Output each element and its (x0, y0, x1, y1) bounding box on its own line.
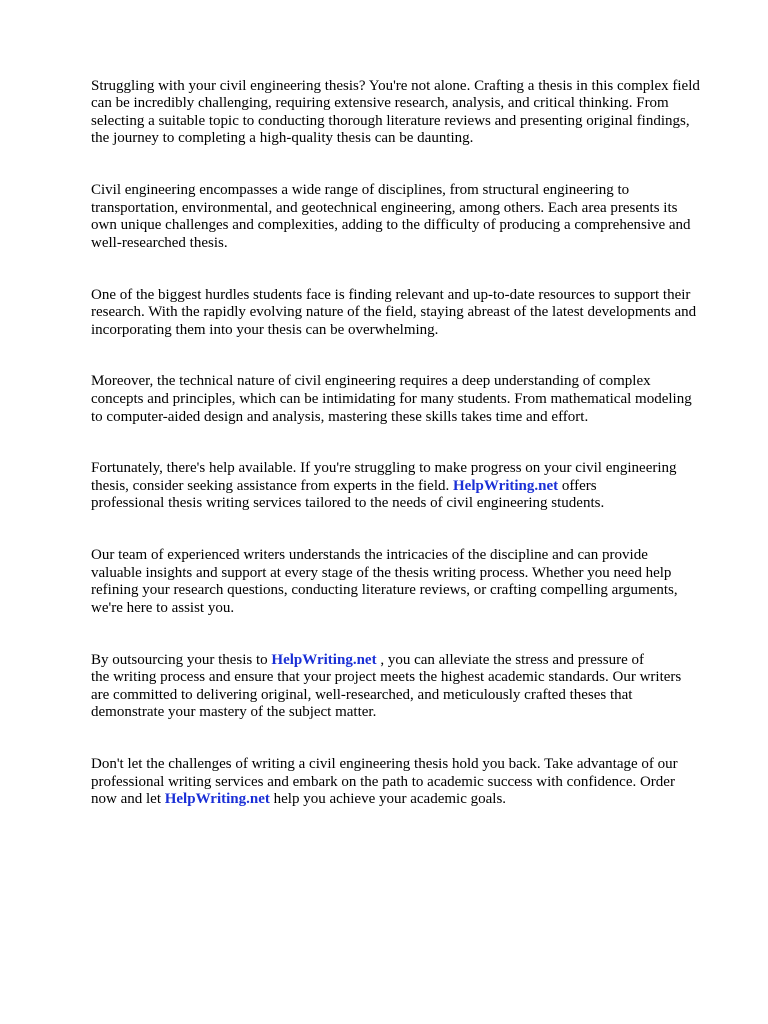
helpwriting-link[interactable]: HelpWriting.net (164, 791, 270, 808)
helpwriting-link[interactable]: HelpWriting.net (453, 477, 559, 494)
paragraph-5 (91, 443, 731, 513)
paragraph-text: Don't let the challenges of writing a civil engineering thesis hold you back. Take advantage of our professional writing services and embark on the path to academic success with confidence. Order now and let (91, 756, 678, 808)
paragraph-6 (91, 530, 731, 618)
paragraph-text: Fortunately, there's help available. If you're struggling to make progress on your civil engineering thesis, consider seeking assistance from experts in the field. (91, 460, 677, 494)
paragraph-2 (91, 164, 731, 252)
paragraph-text: One of the biggest hurdles students face is finding relevant and up-to-date resources to support their research. With the rapidly evolving nature of the field, staying abreast of the latest developments and incorporating them into your thesis can be overwhelming. (91, 286, 697, 338)
paragraph-text: help you achieve your academic goals. (269, 791, 507, 808)
paragraph-text: , you can alleviate the stress and pressure of the writing process and ensure that your project meets the highest academic standards. Our writers are committed to delivering original, well-researched, and meticulously crafted theses that demonstrate your mastery of the subject matter. (91, 651, 682, 721)
paragraph-8 (91, 739, 731, 809)
helpwriting-link[interactable]: HelpWriting.net (271, 651, 377, 668)
paragraph-4 (91, 356, 731, 426)
document-body (91, 60, 731, 825)
paragraph-1 (91, 60, 731, 148)
paragraph-text: Civil engineering encompasses a wide range of disciplines, from structural engineering to transportation, environmental, and geotechnical engineering, among others. Each area presents its own unique challenges and complexities, adding to the difficulty of producing a comprehensive and well-researched thesis. (91, 182, 691, 251)
paragraph-3 (91, 269, 731, 339)
paragraph-text: By outsourcing your thesis to (91, 651, 272, 668)
paragraph-7 (91, 634, 731, 722)
paragraph-text: Struggling with your civil engineering thesis? You're not alone. Crafting a thesis in this complex field can be incredibly challenging, requiring extensive research, analysis, and critical thinking. From selecting a suitable topic to conducting thorough literature reviews and presenting original findings, the journey to completing a high-quality thesis can be daunting. (91, 77, 700, 147)
paragraph-text: offers professional thesis writing services tailored to the needs of civil engineering students. (91, 477, 605, 512)
paragraph-text: Our team of experienced writers understands the intricacies of the discipline and can provide valuable insights and support at every stage of the thesis writing process. Whether you need help refining your research questions, conducting literature reviews, or crafting compelling arguments, we're here to assist you. (91, 547, 678, 616)
paragraph-text: Moreover, the technical nature of civil engineering requires a deep understanding of complex concepts and principles, which can be intimidating for many students. From mathematical modeling to computer-aided design and analysis, mastering these skills takes time and effort. (91, 373, 692, 425)
